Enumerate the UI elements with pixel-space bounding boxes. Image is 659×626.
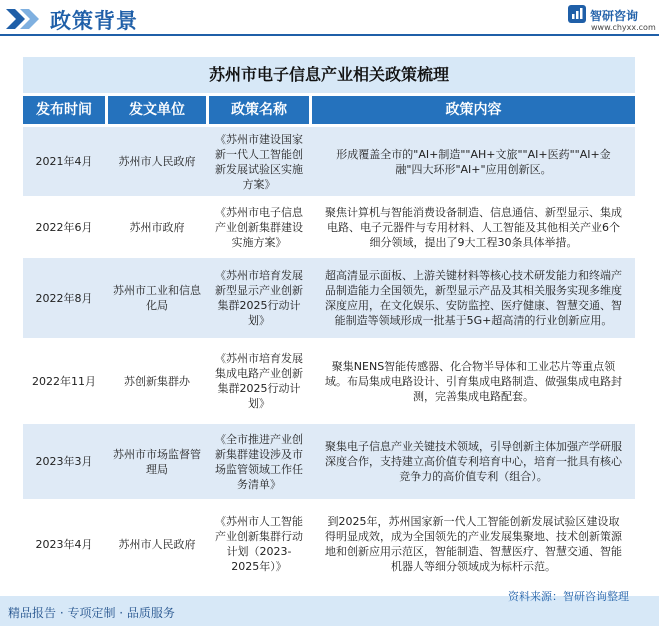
cell-date: 2023年4月 bbox=[35, 537, 93, 551]
cell-policy-name: 《苏州市电子信息产业创新集群建设实施方案》 bbox=[215, 205, 303, 249]
section-title: 政策背景 bbox=[50, 9, 138, 33]
cell-date: 2022年11月 bbox=[32, 374, 96, 388]
cell-org: 苏州市人民政府 bbox=[118, 155, 196, 168]
footer-slogan: 精品报告 · 专项定制 · 品质服务 bbox=[8, 606, 175, 620]
column-header-org: 发文单位 bbox=[108, 96, 206, 124]
logo-name: 智研咨询 bbox=[590, 9, 639, 23]
cell-org: 苏创新集群办 bbox=[124, 374, 190, 388]
cell-org: 苏州市工业和信息化局 bbox=[113, 284, 201, 312]
table-row bbox=[23, 502, 635, 586]
cell-content: 到2025年，苏州国家新一代人工智能创新发展试验区建设取得明显成效，成为全国领先的产业发展集聚地、技术创新策源地和创新应用示范区，智能制造、智慧医疗、智慧交通、智能机器人等细分领域成为标杆示范。 bbox=[325, 515, 622, 573]
cell-policy-name: 《全市推进产业创新集群建设涉及市场监管领域工作任务清单》 bbox=[215, 432, 303, 491]
cell-date: 2021年4月 bbox=[35, 155, 93, 168]
logo-icon bbox=[567, 4, 587, 24]
double-chevron-icon bbox=[6, 9, 46, 29]
cell-date: 2022年8月 bbox=[35, 291, 93, 305]
table-row bbox=[23, 127, 635, 196]
table-row bbox=[23, 424, 635, 499]
cell-org: 苏州市市场监督管理局 bbox=[113, 447, 201, 476]
cell-policy-name: 《苏州市培育发展新型显示产业创新集群2025行动计划》 bbox=[215, 269, 303, 327]
column-header-name: 政策名称 bbox=[209, 96, 309, 124]
cell-policy-name: 《苏州市培育发展集成电路产业创新集群2025行动计划》 bbox=[215, 352, 303, 410]
cell-org: 苏州市人民政府 bbox=[118, 537, 196, 551]
header-divider bbox=[0, 34, 659, 36]
logo-url: www.chyxx.com bbox=[591, 23, 656, 32]
cell-org: 苏州市政府 bbox=[129, 220, 185, 234]
cell-policy-name: 《苏州市人工智能产业创新集群行动计划（2023-2025年）》 bbox=[215, 515, 303, 573]
column-header-content: 政策内容 bbox=[312, 96, 635, 124]
table-row bbox=[23, 199, 635, 255]
cell-content: 聚集电子信息产业关键技术领域，引导创新主体加强产学研服深度合作，支持建立高价值专利培育中心，培育一批具有核心竞争力的高价值专利（组合）。 bbox=[325, 440, 622, 483]
cell-content: 聚焦计算机与智能消费设备制造、信息通信、新型显示、集成电路、电子元器件与专用材料、人工智能及其他相关产业6个细分领域，提出了9大工程30条具体举措。 bbox=[325, 205, 622, 249]
cell-date: 2022年6月 bbox=[35, 220, 93, 234]
table-row bbox=[23, 258, 635, 338]
cell-content: 聚集NENS智能传感器、化合物半导体和工业芯片等重点领域。布局集成电路设计、引育集成电路制造、做强集成电路封测，完善集成电路配套。 bbox=[325, 359, 622, 403]
source-note: 资料来源：智研咨询整理 bbox=[508, 590, 629, 603]
page-header bbox=[0, 0, 659, 36]
column-header-date: 发布时间 bbox=[23, 96, 105, 124]
cell-content: 形成覆盖全市的"AI+制造""AH+文旅""AI+医药""AI+金融"四大环形"AI+"应用创新区。 bbox=[336, 147, 611, 176]
cell-policy-name: 《苏州市建设国家新一代人工智能创新发展试验区实施方案》 bbox=[215, 132, 303, 191]
cell-content: 超高清显示面板、上游关键材料等核心技术研发能力和终端产品制造能力全国领先，新型显示产品及其相关服务实现多维度深度应用，在文化娱乐、安防监控、医疗健康、智慧交通、智能制造等领域形成一批基于5G+超高清的行业创新应用。 bbox=[325, 269, 622, 327]
table-row bbox=[23, 341, 635, 421]
table-title: 苏州市电子信息产业相关政策梳理 bbox=[23, 57, 635, 93]
cell-date: 2023年3月 bbox=[35, 455, 93, 468]
